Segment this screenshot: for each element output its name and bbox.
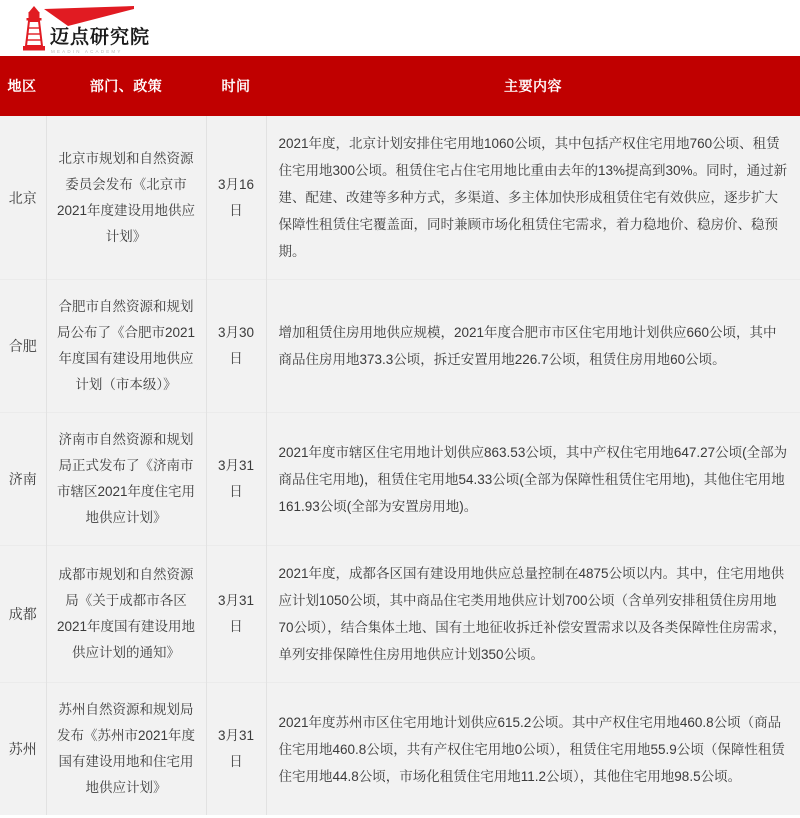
table-row	[0, 683, 800, 816]
cell-region: 北京	[0, 116, 46, 280]
table-row	[0, 546, 800, 683]
table-row	[0, 280, 800, 413]
brand-header	[0, 0, 800, 56]
cell-main-content: 2021年度，成都各区国有建设用地供应总量控制在4875公顷以内。其中，住宅用地供应计划1050公顷，其中商品住宅类用地供应计划700公顷（含单列安排租赁住房用地70公顷），结合集体土地、国有土地征收拆迁补偿安置需求以及各类保障性住房需求，单列安排保障性住房用地供应计划350公顷。	[266, 546, 800, 683]
cell-region: 合肥	[0, 280, 46, 413]
cell-department-policy: 合肥市自然资源和规划局公布了《合肥市2021年度国有建设用地供应计划（市本级）》	[46, 280, 206, 413]
cell-department-policy: 成都市规划和自然资源局《关于成都市各区2021年度国有建设用地供应计划的通知》	[46, 546, 206, 683]
lighthouse-icon	[14, 4, 54, 54]
table-row	[0, 116, 800, 280]
cell-department-policy: 北京市规划和自然资源委员会发布《北京市2021年度建设用地供应计划》	[46, 116, 206, 280]
column-header-time: 时间	[206, 56, 266, 116]
cell-region: 苏州	[0, 683, 46, 816]
table-body	[0, 116, 800, 815]
cell-time: 3月31日	[206, 546, 266, 683]
brand-name: 迈点研究院	[50, 27, 151, 48]
cell-time: 3月31日	[206, 413, 266, 546]
policy-table	[0, 56, 800, 815]
cell-department-policy: 济南市自然资源和规划局正式发布了《济南市市辖区2021年度住宅用地供应计划》	[46, 413, 206, 546]
column-header-main-content: 主要内容	[266, 56, 800, 116]
logo	[14, 4, 194, 54]
cell-main-content: 2021年度，北京计划安排住宅用地1060公顷，其中包括产权住宅用地760公顷、租赁住宅用地300公顷。租赁住宅占住宅用地比重由去年的13%提高到30%。同时，通过新建、配建、改建等多种方式，多渠道、多主体加快形成租赁住宅有效供应，逐步扩大保障性租赁住宅覆盖面，同时兼顾市场化租赁住宅需求，着力稳地价、稳房价、稳预期。	[266, 116, 800, 280]
column-header-department-policy: 部门、政策	[46, 56, 206, 116]
table-row	[0, 413, 800, 546]
brand-subtitle: MEADIN ACADEMY	[51, 49, 123, 54]
cell-region: 成都	[0, 546, 46, 683]
cell-department-policy: 苏州自然资源和规划局发布《苏州市2021年度国有建设用地和住宅用地供应计划》	[46, 683, 206, 816]
cell-main-content: 2021年度市辖区住宅用地计划供应863.53公顷，其中产权住宅用地647.27公顷(全部为商品住宅用地)，租赁住宅用地54.33公顷(全部为保障性租赁住宅用地)，其他住宅用地161.93公顷(全部为安置房用地)。	[266, 413, 800, 546]
cell-time: 3月30日	[206, 280, 266, 413]
cell-time: 3月31日	[206, 683, 266, 816]
cell-region: 济南	[0, 413, 46, 546]
table-header-row	[0, 56, 800, 116]
table-header	[0, 56, 800, 116]
lighthouse-beam-icon	[44, 6, 134, 28]
cell-time: 3月16日	[206, 116, 266, 280]
column-header-region: 地区	[0, 56, 46, 116]
cell-main-content: 增加租赁住房用地供应规模，2021年度合肥市市区住宅用地计划供应660公顷，其中商品住房用地373.3公顷，拆迁安置用地226.7公顷，租赁住房用地60公顷。	[266, 280, 800, 413]
cell-main-content: 2021年度苏州市区住宅用地计划供应615.2公顷。其中产权住宅用地460.8公顷（商品住宅用地460.8公顷，共有产权住宅用地0公顷），租赁住宅用地55.9公顷（保障性租赁住宅用地44.8公顷，市场化租赁住宅用地11.2公顷），其他住宅用地98.5公顷。	[266, 683, 800, 816]
